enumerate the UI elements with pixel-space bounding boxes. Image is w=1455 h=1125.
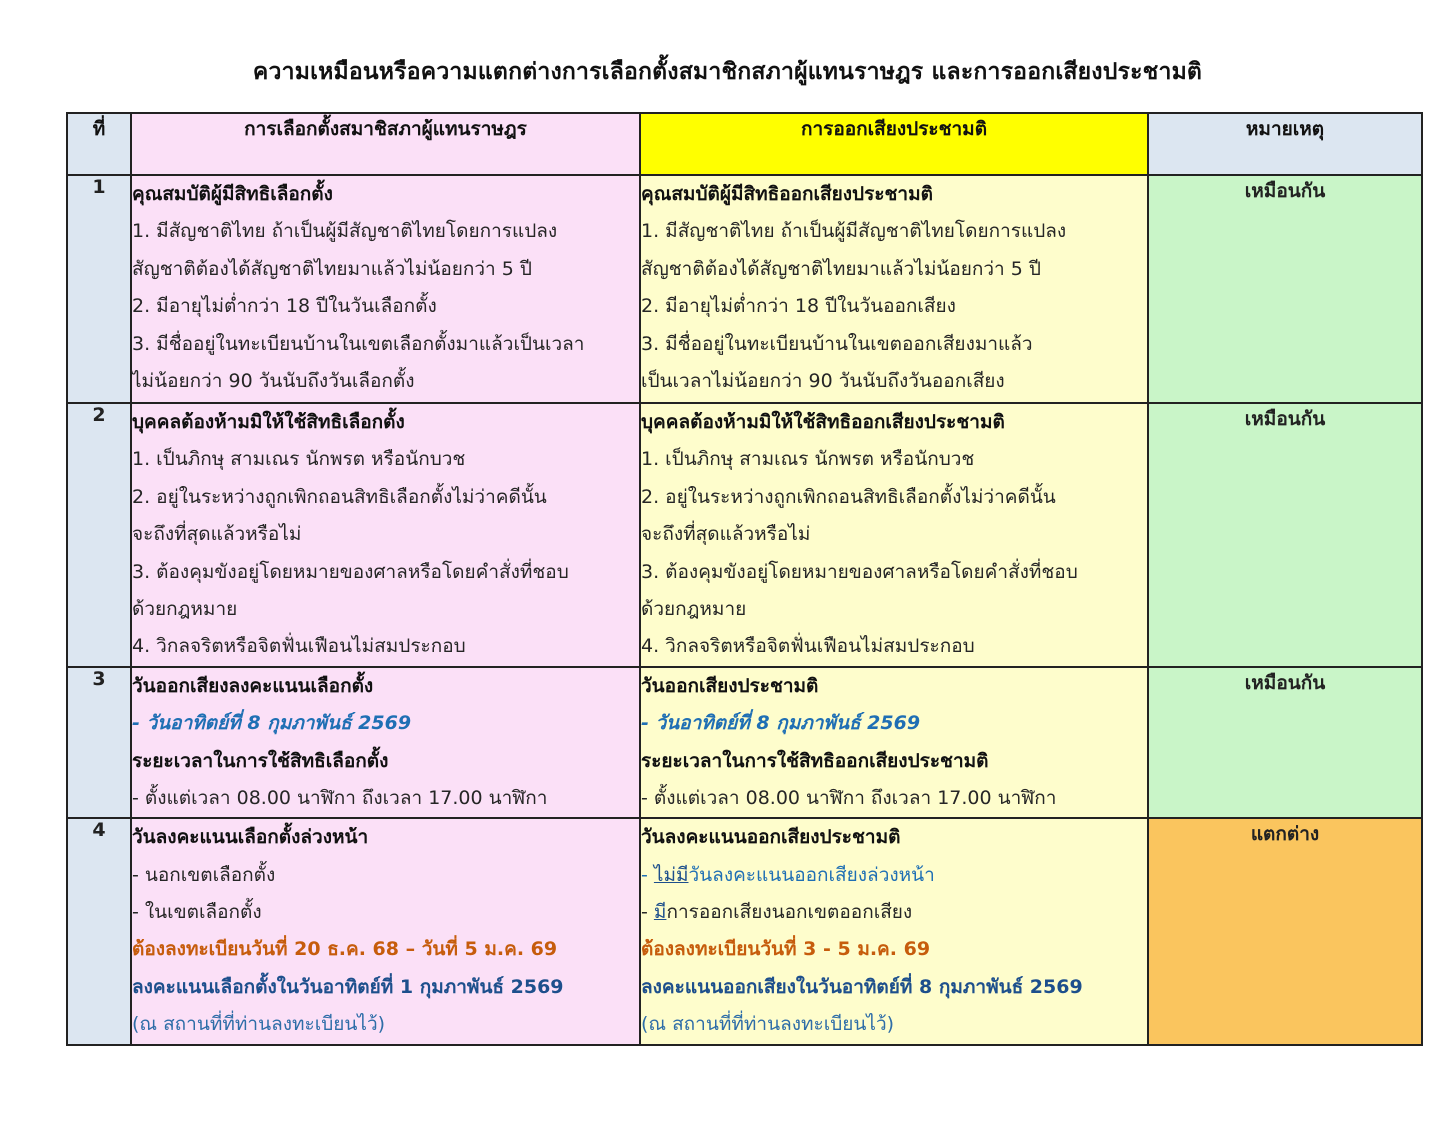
advance-vote-day: ลงคะแนนออกเสียงในวันอาทิตย์ที่ 8 กุมภาพันธ์ 2569 [641,975,1083,998]
registration-period: ต้องลงทะเบียนวันที่ 20 ธ.ค. 68 – วันที่ 5 ม.ค. 69 [132,938,558,961]
dash-prefix: - [641,901,654,924]
election-cell [131,175,640,403]
election-cell [131,403,640,667]
list-item: 3. มีชื่ออยู่ในทะเบียนบ้านในเขตเลือกตั้งมาแล้วเป็นเวลา [132,332,585,355]
referendum-cell [640,403,1148,667]
table-row [67,175,1422,403]
list-item: ด้วยกฎหมาย [132,597,238,620]
line-text: วันลงคะแนนออกเสียงล่วงหน้า [688,863,935,886]
vote-location-note: (ณ สถานที่ที่ท่านลงทะเบียนไว้) [641,1013,895,1036]
list-item: - นอกเขตเลือกตั้ง [132,863,276,886]
list-item: 4. วิกลจริตหรือจิตฟั่นเฟือนไม่สมประกอบ [132,635,466,658]
underlined-word: ไม่มี [653,863,689,886]
referendum-date: - วันอาทิตย์ที่ 8 กุมภาพันธ์ 2569 [641,712,921,735]
vote-location-note: (ณ สถานที่ที่ท่านลงทะเบียนไว้) [132,1013,386,1036]
election-cell [131,667,640,819]
header-election: การเลือกตั้งสมาชิสภาผู้แทนราษฎร [131,113,640,175]
row-number: 3 [67,667,131,819]
voting-hours: - ตั้งแต่เวลา 08.00 นาฬิกา ถึงเวลา 17.00 นาฬิกา [641,786,1057,809]
section-heading: วันออกเสียงลงคะแนนเลือกตั้ง [132,674,374,697]
header-number: ที่ [67,113,131,175]
list-item: เป็นเวลาไม่น้อยกว่า 90 วันนับถึงวันออกเสียง [641,369,1005,392]
comparison-table [66,112,1423,1046]
registration-period: ต้องลงทะเบียนวันที่ 3 - 5 ม.ค. 69 [641,938,931,961]
table-row [67,818,1422,1044]
outside-vote-line [641,894,1147,931]
note-cell: แตกต่าง [1148,818,1422,1044]
list-item: จะถึงที่สุดแล้วหรือไม่ [641,523,811,546]
referendum-cell [640,175,1148,403]
section-heading: ระยะเวลาในการใช้สิทธิเลือกตั้ง [132,749,389,772]
list-item: 4. วิกลจริตหรือจิตฟั่นเฟือนไม่สมประกอบ [641,635,975,658]
list-item: 2. มีอายุไม่ต่ำกว่า 18 ปีในวันออกเสียง [641,295,956,318]
section-heading: ระยะเวลาในการใช้สิทธิออกเสียงประชามติ [641,749,989,772]
table-row [67,667,1422,819]
list-item: 1. มีสัญชาติไทย ถ้าเป็นผู้มีสัญชาติไทยโดยการแปลง [641,220,1067,243]
list-item: จะถึงที่สุดแล้วหรือไม่ [132,523,302,546]
referendum-cell [640,818,1148,1044]
dash-prefix: - [641,863,654,886]
advance-vote-day: ลงคะแนนเลือกตั้งในวันอาทิตย์ที่ 1 กุมภาพันธ์ 2569 [132,975,564,998]
underlined-word: มี [653,901,667,924]
row-number: 2 [67,403,131,667]
row-number: 4 [67,818,131,1044]
list-item: 3. มีชื่ออยู่ในทะเบียนบ้านในเขตออกเสียงมาแล้ว [641,332,1033,355]
list-item: - ในเขตเลือกตั้ง [132,901,262,924]
header-note: หมายเหตุ [1148,113,1422,175]
list-item: 1. มีสัญชาติไทย ถ้าเป็นผู้มีสัญชาติไทยโดยการแปลง [132,220,558,243]
section-heading: วันลงคะแนนเลือกตั้งล่วงหน้า [132,826,369,849]
section-heading: วันออกเสียงประชามติ [641,674,819,697]
section-heading: วันลงคะแนนออกเสียงประชามติ [641,826,901,849]
section-heading: บุคคลต้องห้ามมิให้ใช้สิทธิออกเสียงประชามติ [641,411,1005,433]
list-item: ด้วยกฎหมาย [641,597,747,620]
list-item: 3. ต้องคุมขังอยู่โดยหมายของศาลหรือโดยคำสั่งที่ชอบ [132,560,569,583]
document-title: ความเหมือนหรือความแตกต่างการเลือกตั้งสมาชิกสภาผู้แทนราษฎร และการออกเสียงประชามติ [252,59,1203,85]
list-item: 2. อยู่ในระหว่างถูกเพิกถอนสิทธิเลือกตั้งไม่ว่าคดีนั้น [132,485,547,508]
referendum-cell [640,667,1148,819]
list-item: 2. อยู่ในระหว่างถูกเพิกถอนสิทธิเลือกตั้งไม่ว่าคดีนั้น [641,485,1056,508]
list-item: 1. เป็นภิกษุ สามเณร นักพรต หรือนักบวช [641,448,975,471]
note-cell: เหมือนกัน [1148,667,1422,819]
list-item: สัญชาติต้องได้สัญชาติไทยมาแล้วไม่น้อยกว่า 5 ปี [132,257,532,280]
section-heading: คุณสมบัติผู้มีสิทธิออกเสียงประชามติ [641,183,933,205]
note-cell: เหมือนกัน [1148,403,1422,667]
election-cell [131,818,640,1044]
list-item: ไม่น้อยกว่า 90 วันนับถึงวันเลือกตั้ง [132,369,415,392]
voting-hours: - ตั้งแต่เวลา 08.00 นาฬิกา ถึงเวลา 17.00 นาฬิกา [132,786,548,809]
list-item: 3. ต้องคุมขังอยู่โดยหมายของศาลหรือโดยคำสั่งที่ชอบ [641,560,1078,583]
table-row [67,403,1422,667]
note-cell: เหมือนกัน [1148,175,1422,403]
section-heading: บุคคลต้องห้ามมิให้ใช้สิทธิเลือกตั้ง [132,411,405,433]
header-referendum: การออกเสียงประชามติ [640,113,1148,175]
list-item: สัญชาติต้องได้สัญชาติไทยมาแล้วไม่น้อยกว่า 5 ปี [641,257,1041,280]
header-row [67,113,1422,175]
list-item: 1. เป็นภิกษุ สามเณร นักพรต หรือนักบวช [132,448,466,471]
election-date: - วันอาทิตย์ที่ 8 กุมภาพันธ์ 2569 [132,712,412,735]
no-advance-vote-line [641,857,1147,894]
list-item: 2. มีอายุไม่ต่ำกว่า 18 ปีในวันเลือกตั้ง [132,295,437,318]
row-number: 1 [67,175,131,403]
line-text: การออกเสียงนอกเขตออกเสียง [666,901,913,924]
section-heading: คุณสมบัติผู้มีสิทธิเลือกตั้ง [132,183,333,205]
